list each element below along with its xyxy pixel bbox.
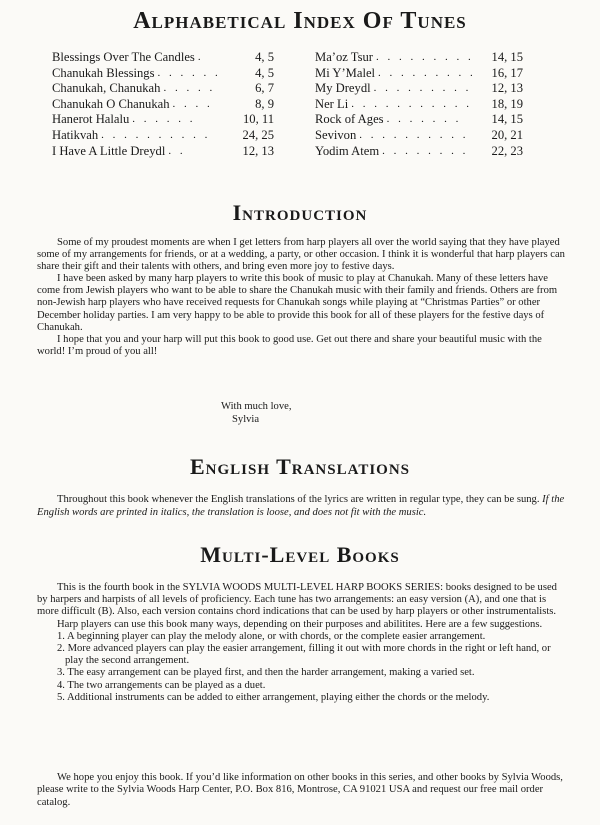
suggestion-item: 1. A beginning player can play the melody alone, or with chords, or the complete easier arrangement.: [57, 630, 486, 642]
index-entry: [52, 128, 274, 144]
tune-pages: 8, 9: [255, 96, 274, 111]
closing-paragraph: We hope you enjoy this book. If you’d like information on other books in this series, and other books by Sylvia Woods, please write to the Sylvia Woods Harp Center, P.O. Box 816, Montrose, CA 91021 USA and request our free mail order catalog.: [37, 772, 563, 808]
tune-title: Rock of Ages: [315, 112, 384, 127]
index-entry: [315, 81, 523, 97]
tune-pages: 4, 5: [255, 65, 274, 80]
tune-pages: 14, 15: [491, 50, 523, 64]
tune-pages: 4, 5: [255, 50, 274, 64]
tune-title: My Dreydl: [315, 81, 371, 96]
index-left-column: [52, 50, 274, 159]
tune-title: I Have A Little Dreydl: [52, 143, 166, 158]
translations-text: Throughout this book whenever the English translations of the lyrics are written in regular type, they can be sung.: [57, 494, 540, 505]
index-entry: [315, 112, 523, 128]
tune-title: Blessings Over The Candles: [52, 50, 195, 64]
tune-title: Hanerot Halalu: [52, 112, 130, 127]
tune-title: Hatikvah: [52, 127, 99, 142]
index-right-column: [315, 50, 523, 159]
leader-dots: . . . . . . . . . .: [101, 128, 211, 141]
tune-title: Mi Y’Malel: [315, 65, 376, 80]
tune-pages: 18, 19: [491, 96, 523, 111]
suggestion-item: 3. The easy arrangement can be played first, and then the harder arrangement, making a varied set.: [57, 667, 475, 679]
signoff: [221, 400, 291, 426]
tune-pages: 6, 7: [255, 81, 274, 96]
suggestion-item: 4. The two arrangements can be played as a duet.: [57, 679, 266, 691]
index-entry: [315, 66, 523, 82]
tune-title: Yodim Atem: [315, 143, 380, 158]
leader-dots: .: [197, 51, 204, 63]
index-entry: [52, 144, 274, 160]
leader-dots: . . . . . .: [157, 66, 221, 79]
introduction-heading: Introduction: [232, 200, 368, 225]
leader-dots: . . . . . . . . .: [373, 82, 472, 95]
closing-note: [37, 772, 567, 809]
leader-dots: . . . . . . . . .: [378, 66, 476, 79]
index-entry: [52, 81, 274, 97]
suggestion-item: 5. Additional instruments can be added to either arrangement, playing either the chords or the melody.: [57, 691, 490, 703]
index-entry: [315, 97, 523, 113]
intro-paragraph: Some of my proudest moments are when I get letters from harp players all over the world saying that they have played some of my arrangements for friends, or at a wedding, a party, or other occasion. I think it is wonderful that harp players can share their gift and their talents with others, and bring even more joy to festive days.: [37, 237, 565, 273]
tune-title: Ma’oz Tsur: [315, 50, 373, 64]
signature: Sylvia: [232, 414, 260, 425]
index-entry: [52, 97, 274, 113]
multilevel-heading: Multi-Level Books: [200, 542, 400, 567]
tune-pages: 10, 11: [242, 112, 274, 127]
introduction-body: [37, 237, 567, 358]
index-entry: [52, 112, 274, 128]
leader-dots: . . . . . . . . . . .: [351, 97, 472, 110]
tune-title: Chanukah O Chanukah: [52, 96, 170, 111]
leader-dots: . . . . .: [163, 82, 216, 95]
leader-dots: . . . .: [172, 97, 213, 110]
leader-dots: . . . . . . . . .: [376, 51, 474, 63]
index-entry: [315, 128, 523, 144]
index-entry: [315, 144, 523, 160]
tune-title: Sevivon: [315, 127, 357, 142]
translations-paragraph: [37, 494, 567, 520]
translations-heading: English Translations: [189, 454, 411, 479]
tune-pages: 16, 17: [491, 65, 523, 80]
leader-dots: . . . . . .: [132, 113, 196, 126]
tune-pages: 22, 23: [491, 143, 523, 158]
tune-pages: 12, 13: [242, 143, 274, 158]
tune-pages: 20, 21: [491, 127, 523, 142]
translations-italic-text: If the English words are printed in italics, the translation is loose, and does not fit with the music.: [37, 494, 565, 518]
translations-body: [37, 494, 567, 520]
leader-dots: . . . . . . .: [386, 113, 462, 126]
multilevel-body: [37, 582, 567, 704]
intro-paragraph: I have been asked by many harp players to write this book of music to play at Chanukah. Many of these letters have come from Jewish players who want to be able to share the Chanukah music with their family and friends. Others are from non-Jewish harp players who have received requests for Chanukah songs while playing at “Christmas Parties” or other December holiday parties. I am very happy to be able to provide this book for all of these players for the festive days of Chanukah.: [37, 273, 558, 333]
suggestions-list: [37, 631, 567, 704]
tune-title: Chanukah Blessings: [52, 65, 155, 80]
tune-pages: 14, 15: [491, 112, 523, 127]
leader-dots: . . . . . . . .: [382, 144, 469, 157]
intro-paragraph: I hope that you and your harp will put this book to good use. Get out there and share your beautiful music with the world! I’m proud of you all!: [37, 333, 542, 357]
multilevel-paragraph: Harp players can use this book many ways, depending on their purposes and abilitites. Here are a few suggestions.: [57, 618, 543, 630]
tune-pages: 12, 13: [491, 81, 523, 96]
tune-title: Ner Li: [315, 96, 349, 111]
index-entry: [315, 50, 523, 66]
leader-dots: . . . . . . . . . .: [359, 128, 469, 141]
index-entry: [52, 66, 274, 82]
multilevel-paragraph: This is the fourth book in the SYLVIA WOODS MULTI-LEVEL HARP BOOKS SERIES: books designed to be used by harpers and harpists of all levels of proficiency. Each tune has two arrangements: an easy version (A), and one that is more difficult (B). Also, each version contains chord indications that can be used by harp players or other instrumentalists.: [37, 582, 557, 618]
suggestion-item: 2. More advanced players can play the easier arrangement, filling it out with more chords in the right or left hand, or play the second arrangement.: [57, 643, 551, 667]
index-entry: [52, 50, 274, 66]
tune-title: Chanukah, Chanukah: [52, 81, 161, 96]
index-heading: Alphabetical Index Of Tunes: [133, 8, 467, 34]
tune-pages: 24, 25: [242, 127, 274, 142]
leader-dots: . .: [168, 144, 186, 157]
closing-line: With much love,: [221, 401, 292, 412]
